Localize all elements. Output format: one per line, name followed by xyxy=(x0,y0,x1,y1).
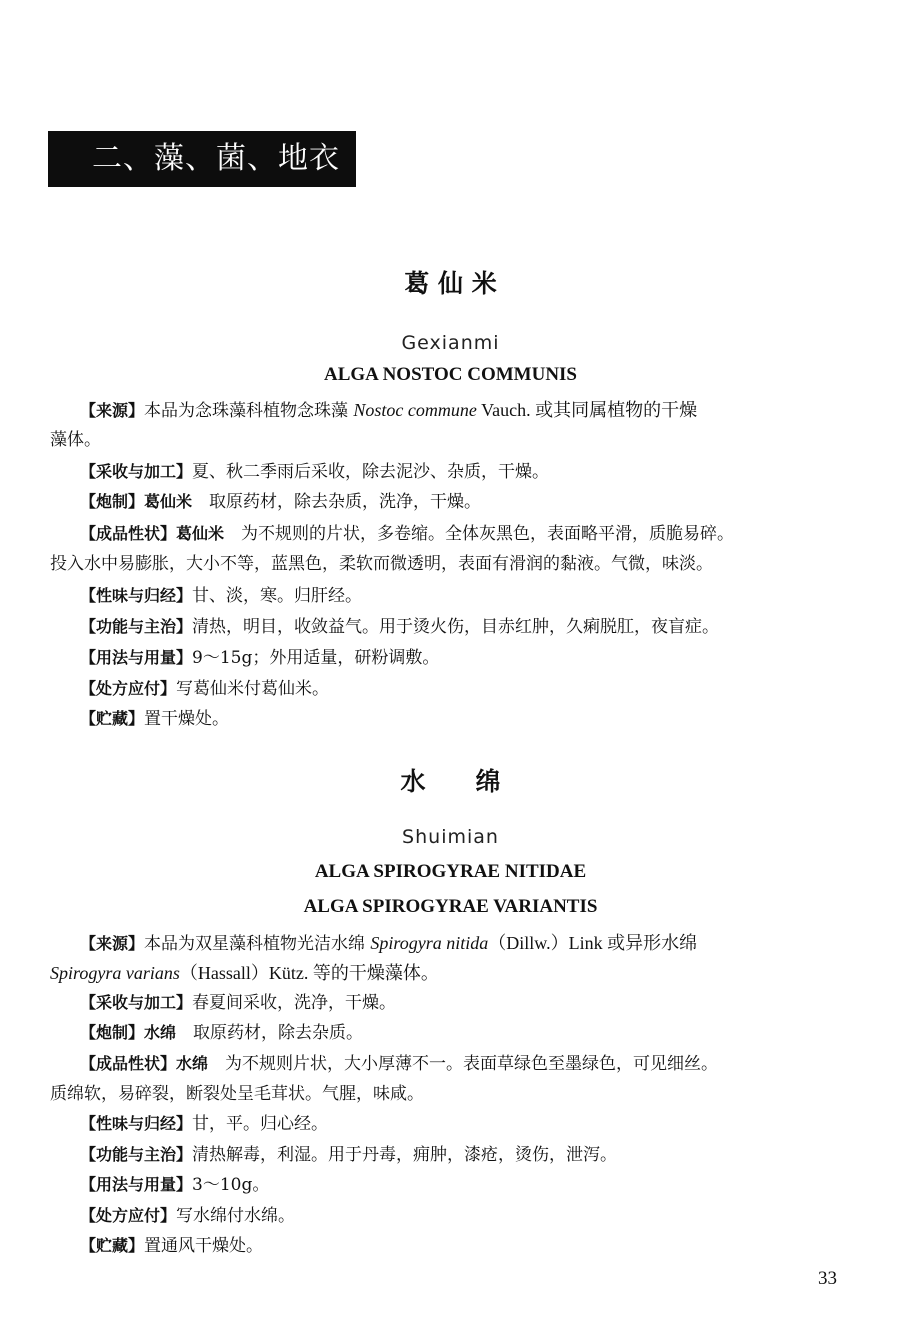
source-label: 【来源】 xyxy=(80,934,145,953)
description-text-2: 质绵软，易碎裂，断裂处呈毛茸状。气腥，味咸。 xyxy=(50,1084,424,1104)
entry-latin-name: ALGA SPIROGYRAE NITIDAE xyxy=(314,861,587,882)
dosage-line xyxy=(80,1173,269,1197)
harvest-line xyxy=(80,460,549,484)
entry-pinyin: Gexianmi xyxy=(401,332,500,354)
description-label: 【成品性状】 xyxy=(80,1054,177,1073)
source-text-2: （Dillw.）Link 或异形水绵 xyxy=(488,933,698,953)
harvest-label: 【采收与加工】 xyxy=(80,462,193,481)
dosage-label: 【用法与用量】 xyxy=(80,1175,193,1194)
processing-line xyxy=(80,490,481,514)
nature-label: 【性味与归经】 xyxy=(80,586,193,605)
processing-herb: 葛仙米 xyxy=(144,492,193,511)
storage-text: 置干燥处。 xyxy=(144,709,230,729)
storage-line xyxy=(80,1234,263,1258)
storage-line xyxy=(80,707,229,731)
dosage-label: 【用法与用量】 xyxy=(80,648,193,667)
prescription-line xyxy=(80,677,329,701)
nature-line xyxy=(80,584,362,608)
prescription-text: 写葛仙米付葛仙米。 xyxy=(176,679,330,699)
source-label: 【来源】 xyxy=(80,401,145,420)
description-herb: 葛仙米 xyxy=(176,524,225,543)
processing-line xyxy=(80,1021,363,1045)
description-herb: 水绵 xyxy=(176,1054,209,1073)
source-text: 本品为念珠藻科植物念珠藻 xyxy=(144,401,354,421)
entry-latin-name-2: ALGA SPIROGYRAE VARIANTIS xyxy=(303,896,598,917)
description-text: 为不规则的片状，多卷缩。全体灰黑色，表面略平滑，质脆易碎。 xyxy=(224,524,735,544)
description-text: 为不规则片状，大小厚薄不一。表面草绿色至墨绿色，可见细丝。 xyxy=(208,1054,719,1074)
function-label: 【功能与主治】 xyxy=(80,617,193,636)
source-text-3: 藻体。 xyxy=(50,430,101,450)
source-line xyxy=(80,398,697,423)
nature-line xyxy=(80,1112,328,1136)
prescription-text: 写水绵付水绵。 xyxy=(176,1206,296,1226)
processing-text: 取原药材，除去杂质。 xyxy=(176,1023,364,1043)
function-text: 清热，明目，收敛益气。用于烫火伤，目赤红肿，久痢脱肛，夜盲症。 xyxy=(192,617,720,637)
processing-herb: 水绵 xyxy=(144,1023,177,1042)
storage-text: 置通风干燥处。 xyxy=(144,1236,264,1256)
nature-text: 甘，平。归心经。 xyxy=(192,1114,329,1134)
page-number: 33 xyxy=(818,1268,837,1289)
source-line-cont xyxy=(50,428,101,452)
nature-text: 甘、淡，寒。归肝经。 xyxy=(192,586,363,606)
dosage-text: 3～10g。 xyxy=(192,1175,270,1195)
processing-text: 取原药材，除去杂质，洗净，干燥。 xyxy=(192,492,482,512)
source-text: 本品为双星藻科植物光洁水绵 xyxy=(144,934,371,954)
description-label: 【成品性状】 xyxy=(80,524,177,543)
source-line xyxy=(80,931,697,956)
function-text: 清热解毒，利湿。用于丹毒，痈肿，漆疮，烫伤，泄泻。 xyxy=(192,1145,618,1165)
entry-pinyin: Shuimian xyxy=(402,826,499,848)
storage-label: 【贮藏】 xyxy=(80,1236,145,1255)
storage-label: 【贮藏】 xyxy=(80,709,145,728)
species-name: Spirogyra nitida xyxy=(370,933,489,953)
source-text-2: Vauch. 或其同属植物的干燥 xyxy=(476,400,698,420)
function-line xyxy=(80,615,719,639)
processing-label: 【炮制】 xyxy=(80,1023,145,1042)
species-name-2: Spirogyra varians xyxy=(50,963,180,983)
harvest-label: 【采收与加工】 xyxy=(80,993,193,1012)
nature-label: 【性味与归经】 xyxy=(80,1114,193,1133)
description-line xyxy=(80,1052,718,1076)
harvest-line xyxy=(80,991,396,1015)
source-line-cont xyxy=(50,961,439,986)
harvest-text: 夏、秋二季雨后采收，除去泥沙、杂质，干燥。 xyxy=(192,462,550,482)
section-banner: 二、藻、菌、地衣类 xyxy=(48,131,356,187)
processing-label: 【炮制】 xyxy=(80,492,145,511)
prescription-line xyxy=(80,1204,295,1228)
description-line-cont xyxy=(50,552,713,576)
species-name: Nostoc commune xyxy=(353,400,477,420)
function-label: 【功能与主治】 xyxy=(80,1145,193,1164)
description-line xyxy=(80,522,734,546)
description-text-2: 投入水中易膨胀，大小不等，蓝黑色，柔软而微透明，表面有滑润的黏液。气微，味淡。 xyxy=(50,554,713,574)
harvest-text: 春夏间采收，洗净，干燥。 xyxy=(192,993,397,1013)
description-line-cont xyxy=(50,1082,424,1106)
source-text-3: （Hassall）Kütz. 等的干燥藻体。 xyxy=(179,963,439,983)
dosage-text: 9～15g；外用适量，研粉调敷。 xyxy=(192,648,440,668)
function-line xyxy=(80,1143,617,1167)
prescription-label: 【处方应付】 xyxy=(80,679,177,698)
entry-title: 水 绵 xyxy=(400,767,501,796)
prescription-label: 【处方应付】 xyxy=(80,1206,177,1225)
dosage-line xyxy=(80,646,439,670)
entry-title: 葛 仙 米 xyxy=(404,269,497,298)
entry-latin-name: ALGA NOSTOC COMMUNIS xyxy=(323,364,577,385)
